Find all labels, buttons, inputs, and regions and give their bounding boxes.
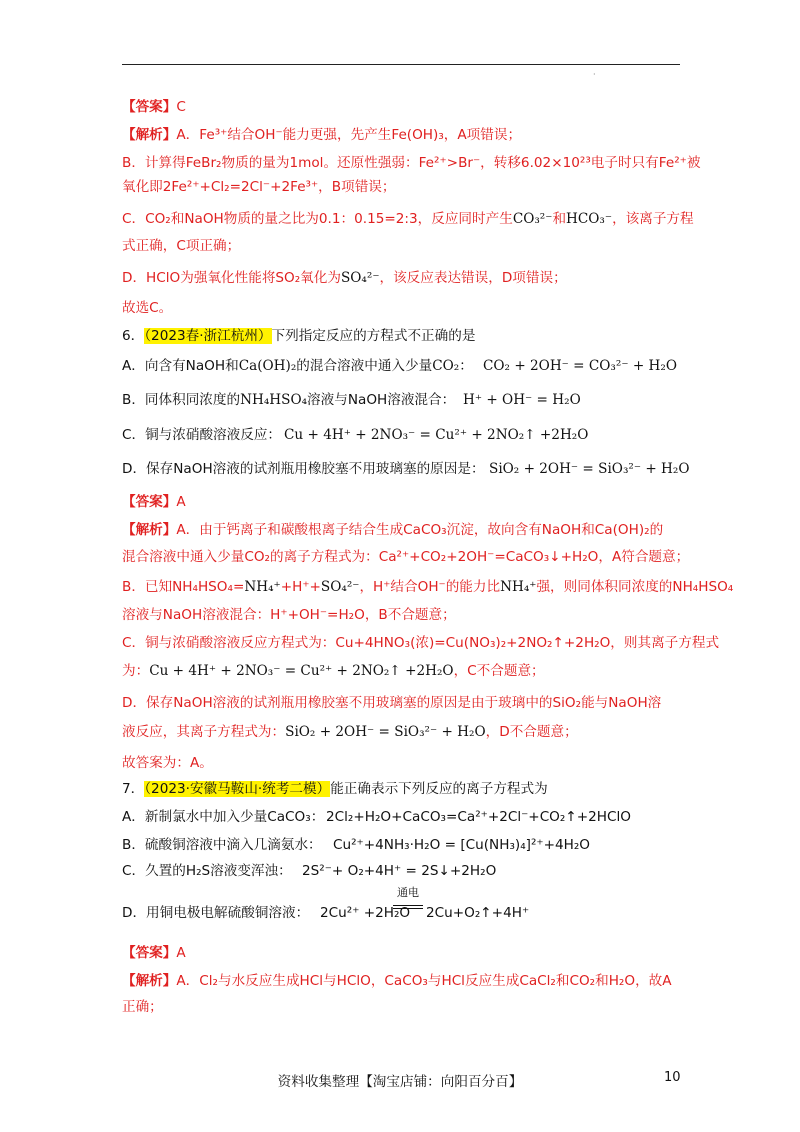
q6-option-d: D．保存NaOH溶液的试剂瓶用橡胶塞不用玻璃塞的原因是：: [122, 461, 485, 477]
q7-option-c: C．久置的H₂S溶液变浑浊：: [122, 863, 292, 879]
page-footer: 资料收集整理【淘宝店铺：向阳百分百】: [277, 1074, 523, 1090]
q7-d-equals-bar: [393, 905, 423, 909]
q6-option-c: C．铜与浓硝酸溶液反应：: [122, 427, 282, 443]
q7-d-equation-right: 2Cu+O₂↑+4H⁺: [426, 905, 530, 921]
q7-d-condition: 通电: [397, 886, 419, 899]
q5-answer: 【答案】C: [122, 99, 186, 115]
q6-analysis-b1: B．已知NH₄HSO₄=NH₄⁺+H⁺+SO₄²⁻，H⁺结合OH⁻的能力比NH₄⁺强，则同体积同浓度的NH₄HSO₄: [122, 579, 734, 595]
q5-analysis-c1: C．CO₂和NaOH物质的量之比为0.1：0.15=2:3，反应同时产生CO₃²⁻和HCO₃⁻，该离子方程: [122, 211, 694, 227]
q6-option-a: A．向含有NaOH和Ca(OH)₂的混合溶液中通入少量CO₂：: [122, 358, 473, 374]
q5-analysis-b1: B．计算得FeBr₂物质的量为1mol。还原性强弱：Fe²⁺>Br⁻，转移6.02×10²³电子时只有Fe²⁺被: [122, 155, 701, 171]
q7-option-b: B．硫酸铜溶液中滴入几滴氨水：: [122, 837, 322, 853]
q6-b-equation: H⁺ + OH⁻ = H₂O: [463, 392, 581, 408]
q6-conclusion: 故答案为：A。: [122, 755, 213, 771]
q7-answer: 【答案】A: [122, 945, 186, 961]
q6-option-b: B．同体积同浓度的NH₄HSO₄溶液与NaOH溶液混合：: [122, 392, 456, 408]
q5-analysis-b2: 氧化即2Fe²⁺+Cl₂=2Cl⁻+2Fe³⁺，B项错误；: [122, 179, 396, 195]
q7-stem: 7．（2023·安徽马鞍山·统考二模）能正确表示下列反应的离子方程式为: [122, 781, 548, 797]
page-number: 10: [664, 1070, 681, 1085]
q5-analysis-a: 【解析】A．Fe³⁺结合OH⁻能力更强，先产生Fe(OH)₃，A项错误；: [122, 127, 522, 143]
q7-analysis-a1: 【解析】A．Cl₂与水反应生成HCl与HClO，CaCO₃与HCl反应生成CaCl₂和CO₂和H₂O，故A: [122, 973, 672, 989]
q7-option-a: A．新制氯水中加入少量CaCO₃：: [122, 809, 325, 825]
q6-c-equation: Cu + 4H⁺ + 2NO₃⁻ = Cu²⁺ + 2NO₂↑ +2H₂O: [284, 427, 589, 443]
q6-answer: 【答案】A: [122, 494, 186, 510]
q7-c-equation: 2S²⁻+ O₂+4H⁺ = 2S↓+2H₂O: [302, 863, 497, 879]
q6-analysis-d2: 液反应，其离子方程式为：SiO₂ + 2OH⁻ = SiO₃²⁻ + H₂O，D不合题意；: [122, 724, 578, 740]
q6-analysis-b2: 溶液与NaOH溶液混合：H⁺+OH⁻=H₂O，B不合题意；: [122, 607, 456, 623]
q6-analysis-c1: C．铜与浓硝酸溶液反应方程式为：Cu+4HNO₃(浓)=Cu(NO₃)₂+2NO₂↑+2H₂O，则其离子方程式: [122, 635, 720, 651]
q7-option-d: D．用铜电极电解硫酸铜溶液：: [122, 905, 310, 921]
q6-a-equation: CO₂ + 2OH⁻ = CO₃²⁻ + H₂O: [483, 358, 677, 374]
q6-analysis-a2: 混合溶液中通入少量CO₂的离子方程式为：Ca²⁺+CO₂+2OH⁻=CaCO₃↓+H₂O，A符合题意；: [122, 549, 690, 565]
formula-carbonate: CO₃²⁻: [512, 211, 553, 227]
q6-analysis-c2: 为：Cu + 4H⁺ + 2NO₃⁻ = Cu²⁺ + 2NO₂↑ +2H₂O，C不合题意；: [122, 663, 545, 679]
formula-bicarbonate: HCO₃⁻: [566, 211, 613, 227]
q6-source: （2023春·浙江杭州）: [144, 328, 272, 344]
header-dot: ·: [593, 70, 596, 79]
q6-d-equation: SiO₂ + 2OH⁻ = SiO₃²⁻ + H₂O: [489, 461, 690, 477]
formula-sulfate: SO₄²⁻: [340, 270, 380, 286]
q7-analysis-a2: 正确；: [122, 999, 163, 1015]
q7-d-equation-left: 2Cu²⁺ +2H₂O: [320, 905, 411, 921]
q7-b-equation: Cu²⁺+4NH₃·H₂O = [Cu(NH₃)₄]²⁺+4H₂O: [333, 837, 590, 853]
q7-a-equation: 2Cl₂+H₂O+CaCO₃=Ca²⁺+2Cl⁻+CO₂↑+2HClO: [326, 809, 631, 825]
q5-analysis-d: D．HClO为强氧化性能将SO₂氧化为SO₄²⁻，该反应表达错误，D项错误；: [122, 270, 567, 286]
q7-source: （2023·安徽马鞍山·统考二模）: [144, 781, 331, 797]
header-rule: [122, 64, 680, 65]
q6-stem: 6．（2023春·浙江杭州）下列指定反应的方程式不正确的是: [122, 328, 476, 344]
q5-analysis-c2: 式正确，C项正确；: [122, 238, 241, 254]
q5-conclusion: 故选C。: [122, 300, 173, 316]
q6-analysis-d1: D．保存NaOH溶液的试剂瓶用橡胶塞不用玻璃塞的原因是由于玻璃中的SiO₂能与NaOH溶: [122, 695, 662, 711]
q6-analysis-a1: 【解析】A．由于钙离子和碳酸根离子结合生成CaCO₃沉淀，故向含有NaOH和Ca(OH)₂的: [122, 522, 664, 538]
